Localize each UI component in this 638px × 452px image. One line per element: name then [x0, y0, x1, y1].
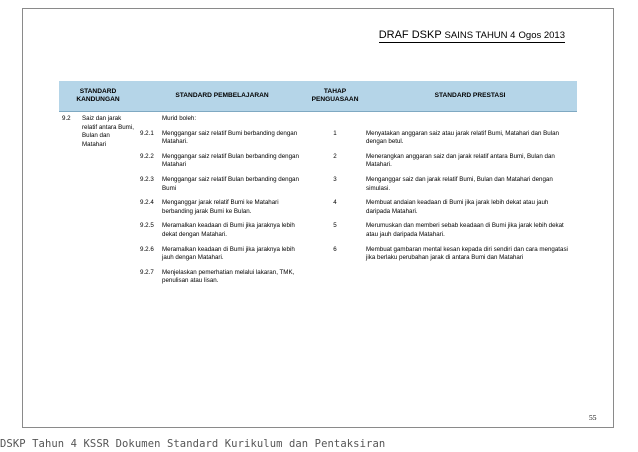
tahap-level: 2	[333, 152, 337, 160]
sp-code: 9.2.6	[140, 245, 154, 253]
header-tahap-penguasaan: TAHAP PENGUASAAN	[307, 81, 363, 112]
header-date: Ogos 2013	[518, 30, 565, 41]
sp-code: 9.2.4	[140, 199, 154, 207]
tahap-level: 6	[333, 245, 337, 253]
tahap-level: 4	[333, 199, 337, 207]
tahap-level: 3	[333, 175, 337, 183]
table-row	[59, 219, 577, 242]
document-header	[379, 29, 565, 43]
table-row	[59, 127, 577, 150]
table-row	[59, 173, 577, 196]
header-standard-pembelajaran: STANDARD PEMBELAJARAN	[137, 81, 307, 112]
header-prefix: DRAF DSKP	[378, 29, 442, 41]
sp-text: Menggangar saiz relatif Bumi berbanding dengan Matahari.	[162, 129, 298, 146]
header-standard-prestasi: STANDARD PRESTASI	[363, 81, 577, 112]
tahap-level: 5	[333, 222, 337, 230]
sp-code: 9.2.5	[140, 222, 154, 230]
sp-text: Meramalkan keadaan di Bumi jika jaraknya lebih jauh dengan Matahari.	[162, 245, 295, 262]
sp-text: Meramalkan keadaan di Bumi jika jaraknya lebih dekat dengan Matahari.	[162, 222, 295, 238]
header-subject: SAINS TAHUN 4	[444, 30, 516, 41]
sp-text: Menggangar saiz relatif Bulan berbanding dengan Bumi	[162, 175, 299, 192]
table-header-row	[59, 81, 577, 112]
prestasi-text: Membuat gambaran mental kesan kepada diri sendiri dan cara mengatasi jika berlaku perubahan jarak di antara Bumi dan Matahari	[366, 245, 568, 262]
header-standard-kandungan: STANDARD KANDUNGAN	[59, 81, 137, 112]
sp-text: Menjelaskan pemerhatian melalui lakaran, TMK, penulisan atau lisan.	[162, 268, 295, 285]
sp-code: 9.2.3	[140, 175, 154, 183]
prestasi-text	[363, 266, 577, 289]
table-row	[59, 243, 577, 266]
sp-code: 9.2.2	[140, 152, 154, 160]
table-row	[59, 266, 577, 289]
prestasi-text: Menerangkan anggaran saiz dan jarak relatif antara Bumi, Bulan dan Matahari.	[366, 152, 555, 169]
standards-table	[59, 81, 577, 289]
sp-text: Menggangar saiz relatif Bulan berbanding dengan Matahari	[162, 152, 299, 169]
content-text: Saiz dan jarak relatif antara Bumi, Bulan dan Matahari	[82, 115, 134, 148]
content-code: 9.2	[62, 115, 71, 122]
tahap-level: 1	[333, 129, 337, 137]
document-footer: DSKP Tahun 4 KSSR Dokumen Standard Kurikulum dan Pentaksiran	[0, 438, 386, 450]
prestasi-text: Menyatakan anggaran saiz atau jarak relatif Bumi, Matahari dan Bulan dengan betul.	[366, 129, 559, 146]
intro-text: Murid boleh:	[162, 115, 197, 122]
tahap-level	[307, 266, 363, 289]
prestasi-text: Membuat andaian keadaan di Bumi jika jarak lebih dekat atau jauh daripada Matahari.	[366, 199, 549, 215]
sp-text: Menganggar jarak relatif Bumi ke Matahari berbanding jarak Bumi ke Bulan.	[162, 199, 279, 215]
table-row	[59, 112, 577, 127]
sp-code: 9.2.1	[140, 129, 154, 137]
page-number: 55	[589, 413, 597, 422]
document-page	[22, 8, 614, 428]
table-row	[59, 150, 577, 173]
prestasi-text: Merumuskan dan memberi sebab keadaan di Bumi jika jarak lebih dekat atau jauh daripada Matahari.	[366, 222, 564, 238]
table-row	[59, 196, 577, 219]
prestasi-text: Menganggar saiz dan jarak relatif Bumi, Bulan dan Matahari dengan simulasi.	[366, 175, 553, 192]
sp-code: 9.2.7	[140, 268, 154, 276]
